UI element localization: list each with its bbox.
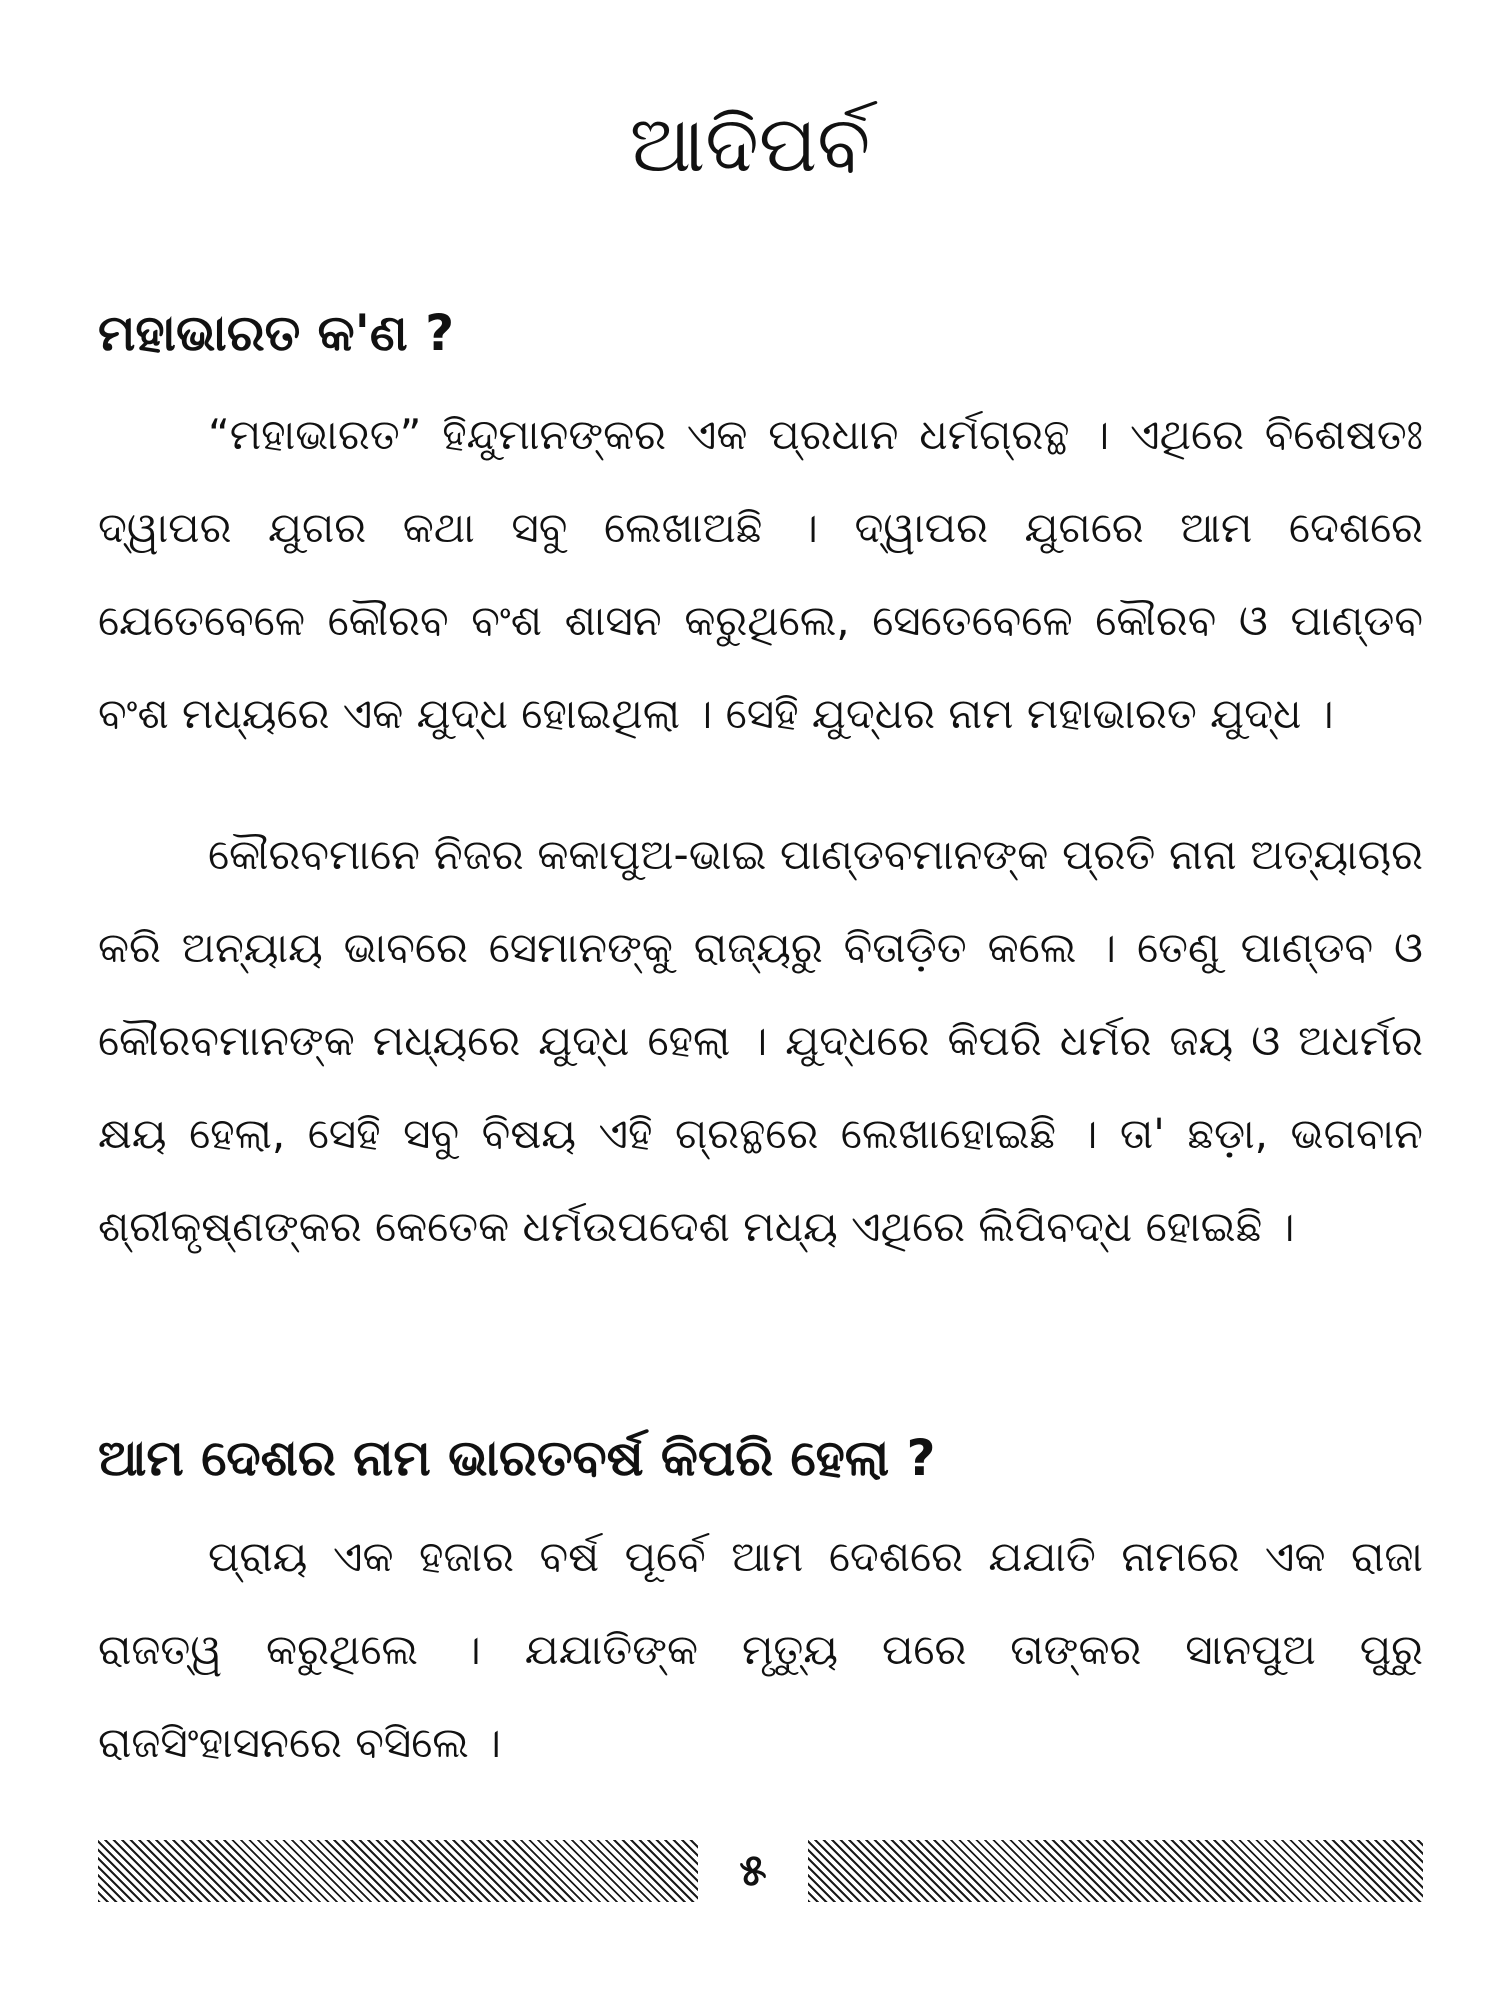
page-footer [98,1836,1423,1906]
paragraph-mahabharata-intro: “ମହାଭାରତ” ହିନ୍ଦୁମାନଙ୍କର ଏକ ପ୍ରଧାନ ଧର୍ମଗ୍ରନ୍ଥ । ଏଥିରେ ବିଶେଷତଃ ଦ୍ୱାପର ଯୁଗର କଥା ସବୁ ଲେଖାଅଛି । ଦ୍ୱାପର ଯୁଗରେ ଆମ ଦେଶରେ ଯେତେବେଳେ କୌରବ ବଂଶ ଶାସନ କରୁଥିଲେ, ସେତେବେଳେ କୌରବ ଓ ପାଣ୍ଡବ ବଂଶ ମଧ୍ୟରେ ଏକ ଯୁଦ୍ଧ ହୋଇଥିଲା । ସେହି ଯୁଦ୍ଧର ନାମ ମହାଭାରତ ଯୁଦ୍ଧ । [98,410,1423,738]
page-title: ଆଦିପର୍ବ [629,100,871,190]
paragraph-yayati: ପ୍ରାୟ ଏକ ହଜାର ବର୍ଷ ପୂର୍ବେ ଆମ ଦେଶରେ ଯଯାତି ନାମରେ ଏକ ରାଜା ରାଜତ୍ୱ କରୁଥିଲେ । ଯଯାତିଙ୍କ ମୃତ୍ୟୁ ପରେ ତାଙ୍କର ସାନପୁଅ ପୁରୁ ରାଜସିଂହାସନରେ ବସିଲେ । [98,1532,1423,1767]
section-heading-what-is-mahabharata: ମହାଭାରତ କ'ଣ ? [98,304,455,362]
footer-hatch-left [98,1840,698,1902]
section-heading-name-bharatvarsha: ଆମ ଦେଶର ନାମ ଭାରତବର୍ଷ କିପରି ହେଲା ? [98,1429,936,1487]
paragraph-kaurava-pandava: କୌରବମାନେ ନିଜର କକାପୁଅ-ଭାଇ ପାଣ୍ଡବମାନଙ୍କ ପ୍ରତି ନାନା ଅତ୍ୟାଚାର କରି ଅନ୍ୟାୟ ଭାବରେ ସେମାନଙ୍କୁ ରାଜ୍ୟରୁ ବିତାଡ଼ିତ କଲେ । ତେଣୁ ପାଣ୍ଡବ ଓ କୌରବମାନଙ୍କ ମଧ୍ୟରେ ଯୁଦ୍ଧ ହେଲା । ଯୁଦ୍ଧରେ କିପରି ଧର୍ମର ଜୟ ଓ ଅଧର୍ମର କ୍ଷୟ ହେଲା, ସେହି ସବୁ ବିଷୟ ଏହି ଗ୍ରନ୍ଥରେ ଲେଖାହୋଇଛି । ତା' ଛଡ଼ା, ଭଗବାନ ଶ୍ରୀକୃଷ୍ଣଙ୍କର କେତେକ ଧର୍ମଉପଦେଶ ମଧ୍ୟ ଏଥିରେ ଲିପିବଦ୍ଧ ହୋଇଛି । [98,830,1423,1251]
page-number: ୫ [698,1836,808,1906]
footer-hatch-right [808,1840,1423,1902]
